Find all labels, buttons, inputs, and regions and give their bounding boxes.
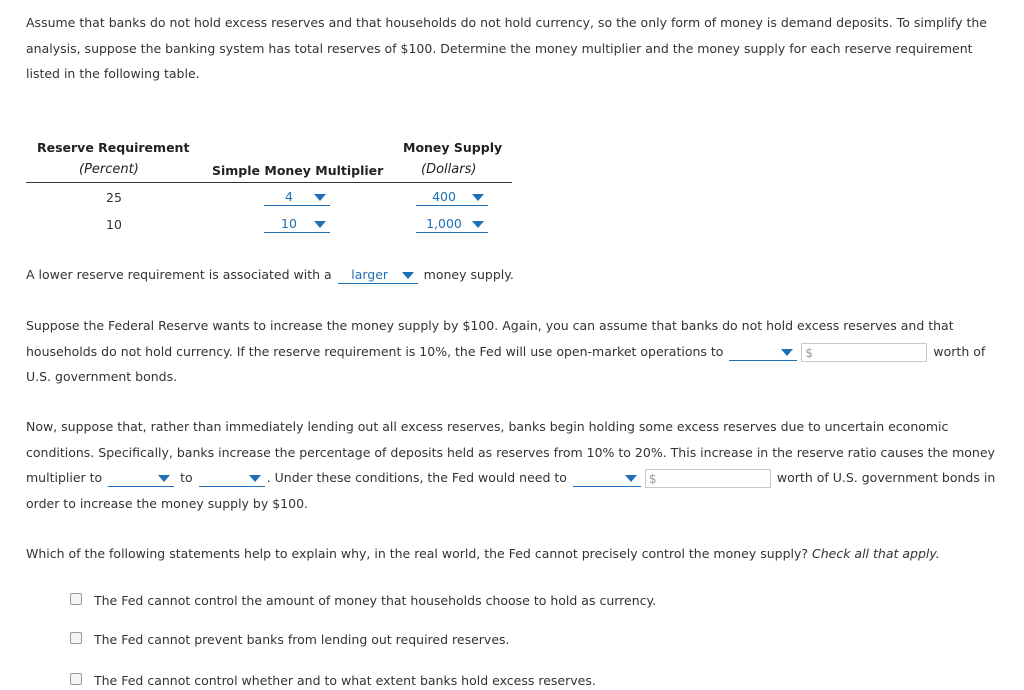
q4-amount-input[interactable] [646, 472, 770, 489]
chevron-down-icon [472, 221, 484, 228]
col-subheader-dollars: (Dollars) [421, 162, 477, 177]
row2-multiplier-value: 10 [281, 216, 297, 231]
row1-supply-dropdown[interactable] [416, 189, 488, 206]
chevron-down-icon [472, 194, 484, 201]
dollar-sign: $ [648, 472, 657, 486]
row2-supply-dropdown[interactable] [416, 216, 488, 233]
q4-buy-sell-dropdown[interactable] [573, 470, 641, 487]
chevron-down-icon [781, 349, 793, 356]
intro-paragraph: Assume that banks do not hold excess reserves and that households do not hold currency, so the only form of money is demand deposits. To simplify the analysis, suppose the banking system has total reserves of $100. Determine the money multiplier and the money supply for each reserve requirement listed in the following table. [26, 15, 987, 81]
checkbox[interactable] [70, 593, 82, 605]
q5-instruction: Check all that apply. [812, 546, 940, 561]
row1-supply-value: 400 [432, 189, 456, 204]
chevron-down-icon [402, 272, 414, 279]
col-header-reserve-requirement: Reserve Requirement [37, 140, 190, 155]
chevron-down-icon [249, 475, 261, 482]
row2-supply-value: 1,000 [426, 216, 462, 231]
option-label: The Fed cannot prevent banks from lending out required reserves. [94, 632, 510, 647]
question-reserve-requirement [26, 262, 996, 288]
row2-requirement: 10 [106, 217, 122, 232]
q2-text-before: A lower reserve requirement is associated with a [26, 267, 332, 282]
question-excess-reserves [26, 414, 996, 516]
table-header-rule [26, 182, 512, 183]
row1-multiplier-value: 4 [285, 189, 293, 204]
q5-question: Which of the following statements help to explain why, in the real world, the Fed cannot precisely control the money supply? [26, 546, 809, 561]
buy-sell-dropdown[interactable] [729, 344, 797, 361]
q3-text2: worth of U.S. government bonds. [26, 343, 986, 384]
q3-amount-field[interactable] [801, 343, 927, 362]
q3-amount-input[interactable] [802, 345, 926, 362]
row1-multiplier-dropdown[interactable] [264, 189, 330, 206]
q4-to-word: to [180, 470, 193, 485]
q3-text1: Suppose the Federal Reserve wants to increase the money supply by $100. Again, you can assume that banks do not hold excess reserves and that households do not hold currency. If the reserve requirement is 10%, the Fed will use open-market operations to [26, 318, 954, 359]
money-supply-direction-dropdown[interactable] [338, 267, 418, 284]
row2-multiplier-dropdown[interactable] [264, 216, 330, 233]
option-label: The Fed cannot control the amount of money that households choose to hold as currency. [94, 593, 657, 608]
checkbox[interactable] [70, 632, 82, 644]
chevron-down-icon [314, 194, 326, 201]
q2-text-after: money supply. [423, 267, 514, 282]
question-open-market [26, 313, 996, 390]
chevron-down-icon [158, 475, 170, 482]
checkbox[interactable] [70, 673, 82, 685]
q2-selection: larger [351, 267, 389, 282]
q4-text1: Now, suppose that, rather than immediately lending out all excess reserves, banks begin holding some excess reserves due to uncertain economic conditions. Specifically, banks increase the percentage of deposits held as reserves from 10% to 20%. This increase in the reserve ratio causes the money multiplier to [26, 419, 995, 485]
multiplier-to-dropdown[interactable] [199, 470, 265, 487]
col-header-simple-money-multiplier: Simple Money Multiplier [212, 163, 384, 178]
q4-amount-field[interactable] [645, 469, 771, 488]
option-label: The Fed cannot control whether and to what extent banks hold excess reserves. [94, 673, 596, 688]
row1-requirement: 25 [106, 190, 122, 205]
chevron-down-icon [625, 475, 637, 482]
col-subheader-percent: (Percent) [79, 162, 139, 177]
chevron-down-icon [314, 221, 326, 228]
dollar-sign: $ [805, 345, 814, 360]
question-precise-control [26, 541, 996, 567]
col-header-money-supply: Money Supply [403, 140, 503, 155]
multiplier-from-dropdown[interactable] [108, 470, 174, 487]
q4-text2: . Under these conditions, the Fed would need to [266, 470, 567, 485]
q4-text3: worth of U.S. government bonds in order to increase the money supply by $100. [26, 470, 996, 511]
